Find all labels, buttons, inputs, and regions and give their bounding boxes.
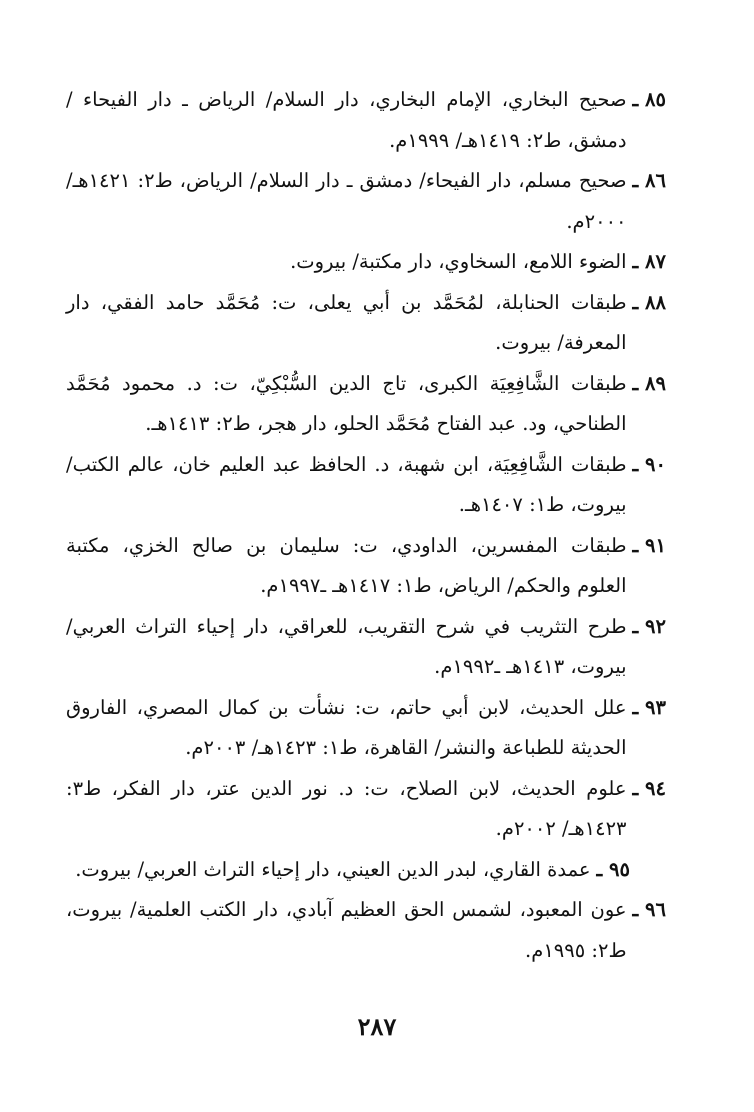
reference-number: ٩٦ ـ: [632, 898, 666, 921]
reference-item-95: [66, 850, 666, 891]
reference-item-96: [66, 890, 666, 971]
reference-text: صحيح مسلم، دار الفيحاء/ دمشق ـ دار السلام/ الرياض، ط٢: ١٤٢١هـ/ ٢٠٠٠م.: [66, 169, 627, 233]
reference-number: ٨٩ ـ: [632, 371, 666, 395]
reference-item-93: [66, 688, 666, 769]
reference-text: طبقات الشَّافِعِيَة، ابن شهبة، د. الحافظ عبد العليم خان، عالم الكتب/ بيروت، ط١: ١٤٠٧هـ.: [66, 452, 627, 516]
reference-item-86: [66, 161, 666, 242]
reference-text: طبقات الشَّافِعِيَة الكبرى، تاج الدين السُّبْكِيّ، ت: د. محمود مُحَمَّد الطناحي، ود. عبد الفتاح مُحَمَّد الحلو، دار هجر، ط٢: ١٤١٣هـ.: [66, 371, 627, 435]
reference-list: [66, 80, 666, 971]
reference-number: ٨٧ ـ: [632, 250, 666, 273]
reference-number: ٨٥ ـ: [632, 88, 666, 111]
reference-text: علوم الحديث، لابن الصلاح، ت: د. نور الدين عتر، دار الفكر، ط٣: ١٤٢٣هـ/ ٢٠٠٢م.: [66, 776, 627, 840]
reference-item-89: [66, 364, 666, 445]
reference-text: طرح التثريب في شرح التقريب، للعراقي، دار إحياء التراث العربي/ بيروت، ١٤١٣هـ ـ١٩٩٢م.: [66, 614, 627, 678]
reference-number: ٩٢ ـ: [632, 614, 666, 638]
reference-text: عون المعبود، لشمس الحق العظيم آبادي، دار الكتب العلمية/ بيروت، ط٢: ١٩٩٥م.: [66, 898, 627, 962]
reference-text: طبقات الحنابلة، لمُحَمَّد بن أبي يعلى، ت: مُحَمَّد حامد الفقي، دار المعرفة/ بيروت.: [66, 290, 627, 354]
reference-item-91: [66, 526, 666, 607]
reference-text: الضوء اللامع، السخاوي، دار مكتبة/ بيروت.: [290, 250, 627, 273]
reference-item-85: [66, 80, 666, 161]
reference-number: ٩٠ ـ: [632, 452, 666, 476]
reference-item-88: [66, 283, 666, 364]
reference-text: صحيح البخاري، الإمام البخاري، دار السلام/ الرياض ـ دار الفيحاء / دمشق، ط٢: ١٤١٩هـ/ ١٩٩٩م.: [66, 88, 627, 152]
reference-item-90: [66, 445, 666, 526]
reference-text: عمدة القاري، لبدر الدين العيني، دار إحياء التراث العربي/ بيروت.: [75, 857, 591, 881]
reference-number: ٩٥ ـ: [596, 857, 630, 881]
reference-item-94: [66, 769, 666, 850]
reference-text: علل الحديث، لابن أبي حاتم، ت: نشأت بن كمال المصري، الفاروق الحديثة للطباعة والنشر/ القاهرة، ط١: ١٤٢٣هـ/ ٢٠٠٣م.: [66, 695, 627, 759]
reference-item-87: [66, 242, 666, 283]
reference-number: ٩١ ـ: [632, 533, 666, 557]
reference-item-92: [66, 607, 666, 688]
reference-number: ٨٨ ـ: [632, 290, 666, 314]
reference-text: طبقات المفسرين، الداودي، ت: سليمان بن صالح الخزي، مكتبة العلوم والحكم/ الرياض، ط١: ١٤١٧هـ ـ١٩٩٧م.: [66, 533, 627, 597]
reference-number: ٨٦ ـ: [632, 169, 666, 192]
reference-number: ٩٤ ـ: [632, 776, 666, 800]
page-number: ٢٨٧: [357, 1012, 397, 1041]
reference-number: ٩٣ ـ: [632, 695, 666, 719]
